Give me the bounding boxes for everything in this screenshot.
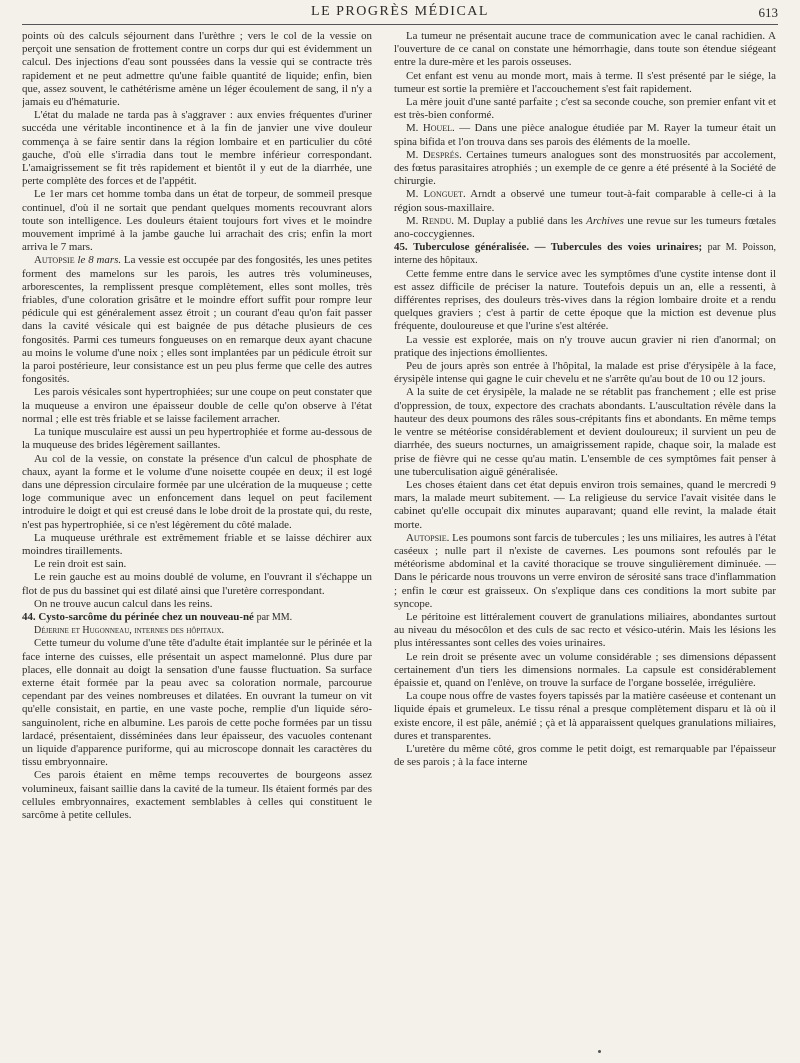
paragraph: Le rein droit est sain. [34,558,127,571]
paragraph [22,254,372,386]
paragraph: Le 1er mars cet homme tomba dans un état de torpeur, de sommeil presque continuel, d'où il ne sortait que pendant quelques moments recouvrant alors toute son intelligence. Les douleurs étaient toujours fort vives et le moindre mouvement imprimé à la jambe gauche lui arrachait des cris; enfin la mort arriva le 7 mars. [22,188,372,254]
paragraph: Au col de la vessie, on constate la présence d'un calcul de phosphate de chaux, ayant la forme et le volume d'une noisette coupée en deux; il est logé dans une dépression circulaire formée par une ulcération de la muqueuse ; cette loge communique avec un enfoncement dans lequel on peut facilement introduire le doigt et qui est creusé dans le lobe droit de la prostate qui, du reste, n'est pas hypertrophiée, si ce n'est légèrement du côté malade. [22,452,372,531]
paragraph: Les choses étaient dans cet état depuis environ trois semaines, quand le mercredi 9 mars, la malade meurt subitement. — La religieuse du service l'avait visitée dans le cabinet qu'elle occupait dix minutes auparavant; quand elle revint, la malade était morte. [394,478,776,531]
paragraph [394,215,776,241]
speaker-name: M. Houel. [406,122,455,135]
section-title: Tuberculose généralisée. — Tubercules des voies urinaires; [413,241,703,254]
paragraph-text: La vessie est occupée par des fongosités, les unes petites forment des mamelons sur les parois, les autres très volumineuses, arborescentes, la remplissent presque complètement, elles sont molles, très friables, d'une coloration grisâtre et le moindre effort suffit pour rompre leur pédicule qui est généralement assez étroit ; un courant d'eau qu'on fait passer dans la cavité vésicale qui est baignée de pus détache plusieurs de ces fongosités. Parmi ces tumeurs fongueuses on en remarque deux ayant chacune au moins le volume d'une noix ; elles sont implantées par un pédicule étroit sur la paroi postérieure, leur consistance est un peu plus ferme que celle des autres fongosités. [22,254,372,386]
paragraph: Cette femme entre dans le service avec les symptômes d'une cystite intense dont il est assez difficile de préciser la nature. Toutefois depuis un an, elle a ressenti, à différentes reprises, des douleurs très-vives dans la région lombaire droite et a rendu quelques graviers ; c'est à partir de cette époque que la miction est devenue plus fréquente, douloureuse et que l'urine s'est altérée. [394,267,776,333]
paragraph-text: Les poumons sont farcis de tubercules ; les uns miliaires, les autres à l'état caséeux ; nulle part il n'existe de cavernes. Les poumons sont refoulés par le météorisme abdominal et la cavité thoracique se trouve singulièrement diminuée. — Dans le péricarde nous trouvons un verre environ de sérosité sans trace d'inflammation ; enfin le cœur est graisseux. On s'explique dans ces conditions la mort subite par syncope. [394,531,776,610]
paragraph: Cet enfant est venu au monde mort, mais à terme. Il s'est présenté par le siége, la tumeur est sortie la première et l'accouchement s'est fait rapidement. [394,69,776,95]
paragraph: Ces parois étaient en même temps recouvertes de bourgeons assez volumineux, faisant saillie dans la cavité de la tumeur. Ils étaient formés par des cellules embryonnaires, exactement semblables à celles qui constituent le sarcôme à petite cellules. [22,769,372,821]
autopsy-date: le 8 mars. [77,254,122,267]
section-byline: par MM. [256,611,293,623]
speaker-name: M. Longuet. [406,188,466,201]
paragraph: La tunique musculaire est aussi un peu hypertrophiée et forme au-dessous de la muqueuse des brides légèrement saillantes. [22,426,372,452]
autopsy-label: Autopsie. [406,531,450,544]
paragraph [394,122,776,148]
paragraph: Cette tumeur du volume d'une tête d'adulte était implantée sur le périnée et la face interne des cuisses, elle présentait un aspect mamelonné. Plus dure par places, elle donnait au doigt la sensation d'une fausse fluctuation. Sa surface externe était formée par la peau avec sa coloration normale, parcourue cependant par des veines nombreuses et dilatées. En ouvrant la tumeur on vit qu'elle consistait, en partie, en une vaste poche, remplie d'un liquide séro-sanguinolent, riche en albumine. Les parois de cette poche formées par un tissu lardacé, présentaient, disséminées dans leur épaisseur, des vacuoles contenant un liquide d'apparence puriforme, qui au microscope donnait les caractères du tissu embryonnaire. [22,637,372,769]
section-authors: Déjerine et Hugonneau, internes des hôpitaux. [34,625,225,637]
page-header [22,2,778,25]
left-column [22,30,372,1027]
section-title: Cysto-sarcôme du périnée chez un nouveau-né [38,610,254,623]
paragraph [394,149,776,189]
paragraph: On ne trouve aucun calcul dans les reins. [34,597,213,610]
paragraph: Peu de jours après son entrée à l'hôpital, la malade est prise d'érysipèle à la face, érysipèle intense qui gagne le cuir chevelu et ne s'arrête qu'au bout de 10 ou 12 jours. [394,360,776,386]
journal-reference: Archives [586,214,624,227]
ink-speck [598,1050,601,1053]
autopsy-label: Autopsie [34,254,75,267]
speaker-name: M. Després. [406,148,462,161]
paragraph: points où des calculs séjournent dans l'urèthre ; vers le col de la vessie on perçoit une sensation de frottement contre un corps dur qui est évidemment un calcul. Des injections d'eau sont poussées dans la vessie qui se contracte très rapidement et ne peut admettre qu'une faible quantité de liquide; enfin, bien que, assez souvent, le cathétérisme amène un léger écoulement de sang, il n'y a jamais eu d'hématurie. [22,30,372,109]
paragraph: Le rein gauche est au moins doublé de volume, en l'ouvrant il s'échappe un flot de pus du bassinet qui est dilaté ainsi que l'uretère correspondant. [22,571,372,597]
paragraph-text: une revue sur les tumeurs fœtales ano-coccygiennes. [394,214,776,241]
speaker-name: M. Rendu. [406,214,454,227]
paragraph: Les parois vésicales sont hypertrophiées; sur une coupe on peut constater que la muqueuse a environ une épaisseur double de celle qu'on observe à l'état normal ; elle est très friable et se laisse facilement arracher. [22,386,372,425]
paragraph: La coupe nous offre de vastes foyers tapissés par la matière caséeuse et contenant un liquide épais et grumeleux. Le tissu rénal a presque complètement disparu et là où il existe encore, il est pâle, anémié ; çà et là apparaissent quelques granulations miliaires, dures et transparentes. [394,690,776,742]
paragraph: La muqueuse uréthrale est extrêmement friable et se laisse déchirer aux moindres tiraillements. [22,531,372,557]
paragraph: L'état du malade ne tarda pas à s'aggraver : aux envies fréquentes d'uriner succéda une véritable incontinence et à la fin de janvier une vive douleur commença à se faire sentir dans la région lombaire et en particulier du côté gauche, d'où elle s'irradia dans tout le membre inférieur correspondant. L'amaigrissement se fit très rapidement et bientôt il y eut de la diarrhée, une perte complète des forces et de l'appétit. [22,109,372,188]
paragraph-text: M. Duplay a publié dans les [457,214,583,227]
paragraph: La tumeur ne présentait aucune trace de communication avec le canal rachidien. A l'ouverture de ce canal on constate une hémorrhagie, dans toute son étendue siégeant entre la dure-mère et les parois osseuses. [394,30,776,69]
paragraph: La mère jouit d'une santé parfaite ; c'est sa seconde couche, son premier enfant vit et est très-bien conformé. [394,96,776,122]
paragraph: Le péritoine est littéralement couvert de granulations miliaires, abondantes surtout au niveau du mésocôlon et des culs de sac recto et vésico-utérin. Mais les lésions les plus intéressantes sont celles des voies urinaires. [394,610,776,650]
paragraph [394,532,776,611]
section-number: 44. [22,610,36,623]
paragraph-text: — Dans une pièce analogue étudiée par M. Rayer la tumeur était un spina bifida et l'on trouva dans ses parois des éléments de la moelle. [394,122,776,148]
section-heading-45 [394,241,776,267]
section-byline: par M. Poisson, interne des hôpitaux. [394,242,776,267]
paragraph-text: Arndt a observé une tumeur tout-à-fait comparable à celle-ci à la région sous-maxillaire. [394,188,776,214]
paragraph-text: Certaines tumeurs analogues sont des monstruosités par accolement, des fœtus parasitaires atrophiés ; un exemple de ce genre a été présenté à la Société de chirurgie. [394,148,776,188]
journal-title: LE PROGRÈS MÉDICAL [311,4,489,19]
paragraph: Le rein droit se présente avec un volume considérable ; ses dimensions dépassent certainement d'un tiers les dimensions normales. La capsule est considérablement épaissie et, quand on l'enlève, on trouve la surface de l'organe bosselée, irrégulière. [394,650,776,689]
paragraph: La vessie est explorée, mais on n'y trouve aucun gravier ni rien d'anormal; on pratique des injections émollientes. [394,333,776,359]
page-number: 613 [758,5,778,20]
paragraph: L'uretère du même côté, gros comme le petit doigt, est remarquable par l'épaisseur de ses parois ; à la face interne [394,742,776,769]
paragraph [394,188,776,214]
paragraph: A la suite de cet érysipèle, la malade ne se rétablit pas franchement ; elle est prise d'oppression, de toux, expectore des crachats abondants. L'auscultation révèle dans la hauteur des deux poumons des râles sous-crépitants fins et abondants. En même temps le ventre se météorise considérablement et devient douloureux; il survient un peu de diarrhée, des sueurs nocturnes, un amaigrissement rapide, chaque soir, la malade est prise de fièvre qui ne cesse qu'au matin. L'ensemble de ces symptômes fait penser à une tuberculisation aiguë généralisée. [394,386,776,478]
section-number: 45. [394,241,408,254]
right-column [394,30,776,1027]
section-heading-44 [22,611,372,624]
